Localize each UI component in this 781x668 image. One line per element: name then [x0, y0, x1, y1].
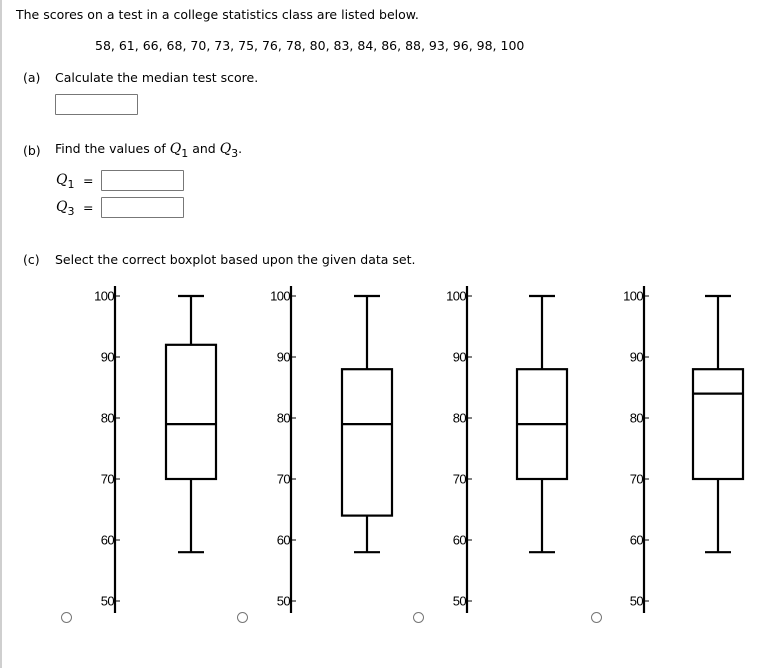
part-c-label: (c): [23, 252, 40, 267]
y-tick-label: 80: [452, 410, 466, 426]
boxplot-options-chart: [0, 270, 781, 630]
q3-answer-input[interactable]: [101, 197, 184, 218]
q3-equals: =: [83, 200, 94, 215]
boxplot-option-radio-1[interactable]: [61, 612, 72, 623]
y-tick-label: 90: [629, 349, 643, 365]
q3-label-subscript: 3: [67, 205, 75, 218]
iqr-box: [342, 369, 392, 515]
q3-label-letter: Q: [56, 199, 68, 215]
boxplot-option-radio-3[interactable]: [413, 612, 424, 623]
q3-label: [56, 199, 74, 216]
part-b-prefix: Find the values of: [55, 141, 170, 156]
part-b-label: (b): [23, 143, 41, 158]
q1-equals: =: [83, 173, 94, 188]
q1-label-subscript: 1: [67, 178, 75, 191]
y-tick-label: 60: [452, 532, 466, 548]
q1-label-letter: Q: [56, 172, 68, 188]
part-b-text: [55, 141, 242, 158]
y-tick-label: 100: [270, 288, 290, 304]
iqr-box: [693, 369, 743, 479]
boxplot-option-radio-2[interactable]: [237, 612, 248, 623]
iqr-box: [166, 345, 216, 479]
question-intro: The scores on a test in a college statistics class are listed below.: [16, 7, 419, 22]
y-tick-label: 50: [629, 593, 643, 609]
y-tick-label: 100: [446, 288, 466, 304]
y-tick-label: 100: [623, 288, 643, 304]
q1-answer-input[interactable]: [101, 170, 184, 191]
part-a-label: (a): [23, 70, 41, 85]
scores-list: 58, 61, 66, 68, 70, 73, 75, 76, 78, 80, 83, 84, 86, 88, 93, 96, 98, 100: [95, 38, 525, 53]
y-tick-label: 100: [94, 288, 114, 304]
y-tick-label: 90: [100, 349, 114, 365]
y-tick-label: 50: [452, 593, 466, 609]
y-tick-label: 70: [629, 471, 643, 487]
y-tick-label: 60: [100, 532, 114, 548]
q1-letter: Q: [169, 141, 182, 157]
y-tick-label: 90: [276, 349, 290, 365]
q1-subscript: 1: [181, 147, 189, 160]
part-b-mid: and: [188, 141, 220, 156]
y-tick-label: 70: [276, 471, 290, 487]
y-tick-label: 50: [100, 593, 114, 609]
part-b-suffix: .: [238, 141, 243, 156]
y-tick-label: 90: [452, 349, 466, 365]
q1-label: [56, 172, 74, 189]
q3-symbol: [219, 141, 239, 160]
y-tick-label: 70: [100, 471, 114, 487]
q1-symbol: [169, 141, 189, 160]
q3-letter: Q: [219, 141, 232, 157]
part-a-text: Calculate the median test score.: [55, 70, 259, 85]
median-answer-input[interactable]: [55, 94, 138, 115]
y-tick-label: 60: [629, 532, 643, 548]
q3-subscript: 3: [231, 147, 239, 160]
boxplot-option-radio-4[interactable]: [591, 612, 602, 623]
y-tick-label: 80: [629, 410, 643, 426]
y-tick-label: 80: [276, 410, 290, 426]
y-tick-label: 60: [276, 532, 290, 548]
y-tick-label: 80: [100, 410, 114, 426]
part-c-text: Select the correct boxplot based upon the given data set.: [55, 252, 416, 267]
y-tick-label: 70: [452, 471, 466, 487]
y-tick-label: 50: [276, 593, 290, 609]
